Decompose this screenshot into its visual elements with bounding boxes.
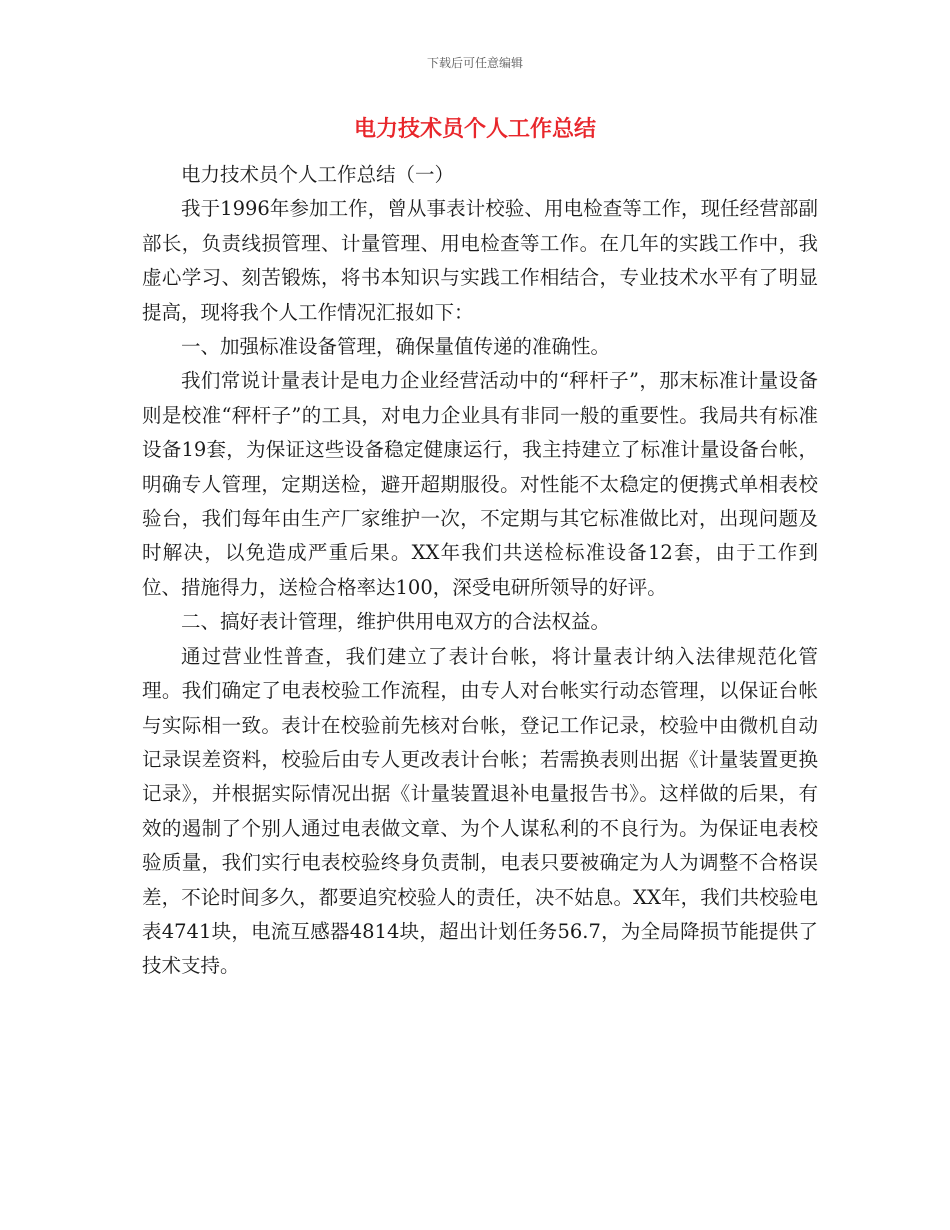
document-title: 电力技术员个人工作总结 (353, 117, 596, 142)
section-1-paragraph: 我们常说计量表计是电力企业经营活动中的“秤杆子”，那末标准计量设备则是校准“秤杆子”的工具，对电力企业具有非同一般的重要性。我局共有标准设备19套，为保证这些设备稳定健康运行，我主持建立了标准计量设备台帐，明确专人管理，定期送检，避开超期服役。对性能不太稳定的便携式单相表校验台，我们每年由生产厂家维护一次，不定期与其它标准做比对，出现问题及时解决，以免造成严重后果。XX年我们共送检标准设备12套，由于工作到位、措施得力，送检合格率达100，深受电研所领导的好评。 (142, 369, 818, 599)
intro-paragraph: 我于1996年参加工作，曾从事表计校验、用电检查等工作，现任经营部副部长，负责线损管理、计量管理、用电检查等工作。在几年的实践工作中，我虚心学习、刻苦锻炼，将书本知识与实践工作相结合，专业技术水平有了明显提高，现将我个人工作情况汇报如下： (142, 197, 818, 324)
document-body (142, 158, 818, 984)
section-heading-1: 一、加强标准设备管理，确保量值传递的准确性。 (181, 335, 611, 359)
section-heading-2: 二、搞好表计管理，维护供用电双方的合法权益。 (181, 610, 611, 634)
section-2-paragraph: 通过营业性普查，我们建立了表计台帐，将计量表计纳入法律规范化管理。我们确定了电表校验工作流程，由专人对台帐实行动态管理，以保证台帐与实际相一致。表计在校验前先核对台帐，登记工作记录，校验中由微机自动记录误差资料，校验后由专人更改表计台帐；若需换表则出据《计量装置更换记录》，并根据实际情况出据《计量装置退补电量报告书》。这样做的后果，有效的遏制了个别人通过电表做文章、为个人谋私利的不良行为。为保证电表校验质量，我们实行电表校验终身负责制，电表只要被确定为人为调整不合格误差，不论时间多久，都要追究校验人的责任，决不姑息。XX年，我们共校验电表4741块，电流互感器4814块，超出计划任务56.7，为全局降损节能提供了技术支持。 (142, 644, 818, 978)
subtitle-paragraph: 电力技术员个人工作总结（一） (181, 163, 455, 186)
header-note: 下载后可任意编辑 (426, 56, 523, 70)
